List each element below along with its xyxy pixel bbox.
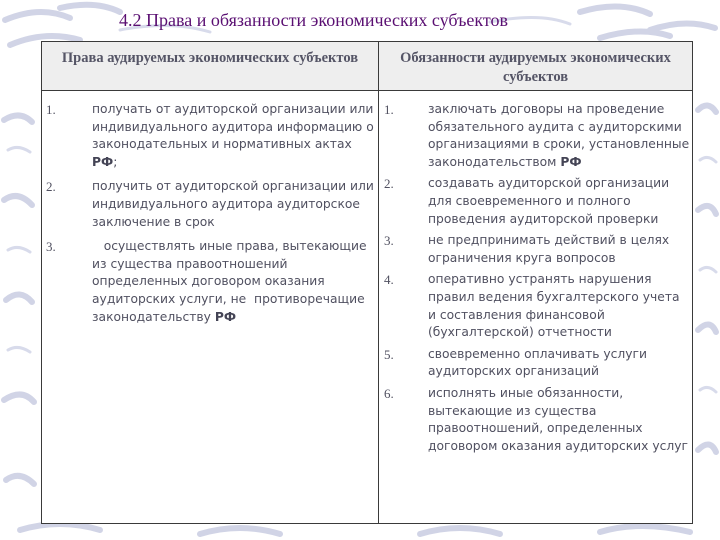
slide-title: 4.2 Права и обязанности экономических субъектов [119,10,509,30]
column-header-rights: Права аудируемых экономических субъектов [61,50,359,66]
table-header-row [42,42,692,91]
rights-item: 1. получать от аудиторской организации или индивидуального аудитора информацию о законодательных и нормативных актах РФ; [46,102,374,169]
rights-list [46,101,374,333]
rights-item: 2. получить от аудиторской организации или индивидуального аудитора аудиторское заключение в срок [46,179,374,229]
duties-list [384,101,690,459]
duties-item: 4. оперативно устранять нарушения правил ведения бухгалтерского учета и составления финансовой (бухгалтерской) отчетности [384,272,680,340]
column-divider [378,42,379,523]
duties-item: 1. заключать договоры на проведение обязательного аудита с аудиторскими организациями в сроки, установленные законодательством РФ [384,102,690,169]
duties-item: 5. своевременно оплачивать услуги аудиторских организаций [384,346,648,379]
rights-duties-table [41,41,693,524]
rights-item: 3. осуществлять иные права, вытекающие из существа правоотношений определенных договором оказания аудиторских услуги, не противоречащие законодательству РФ [46,239,371,324]
duties-item: 6. исполнять иные обязанности, вытекающие из существа правоотношений, определенных договором оказания аудиторских услуг [384,385,688,453]
column-header-duties: Обязанности аудируемых экономических субъектов [400,50,671,85]
duties-item: 2. создавать аудиторской организации для своевременного и полного проведения аудиторской проверки [384,176,670,226]
duties-item: 3. не предпринимать действий в целях ограничения круга вопросов [384,233,670,265]
